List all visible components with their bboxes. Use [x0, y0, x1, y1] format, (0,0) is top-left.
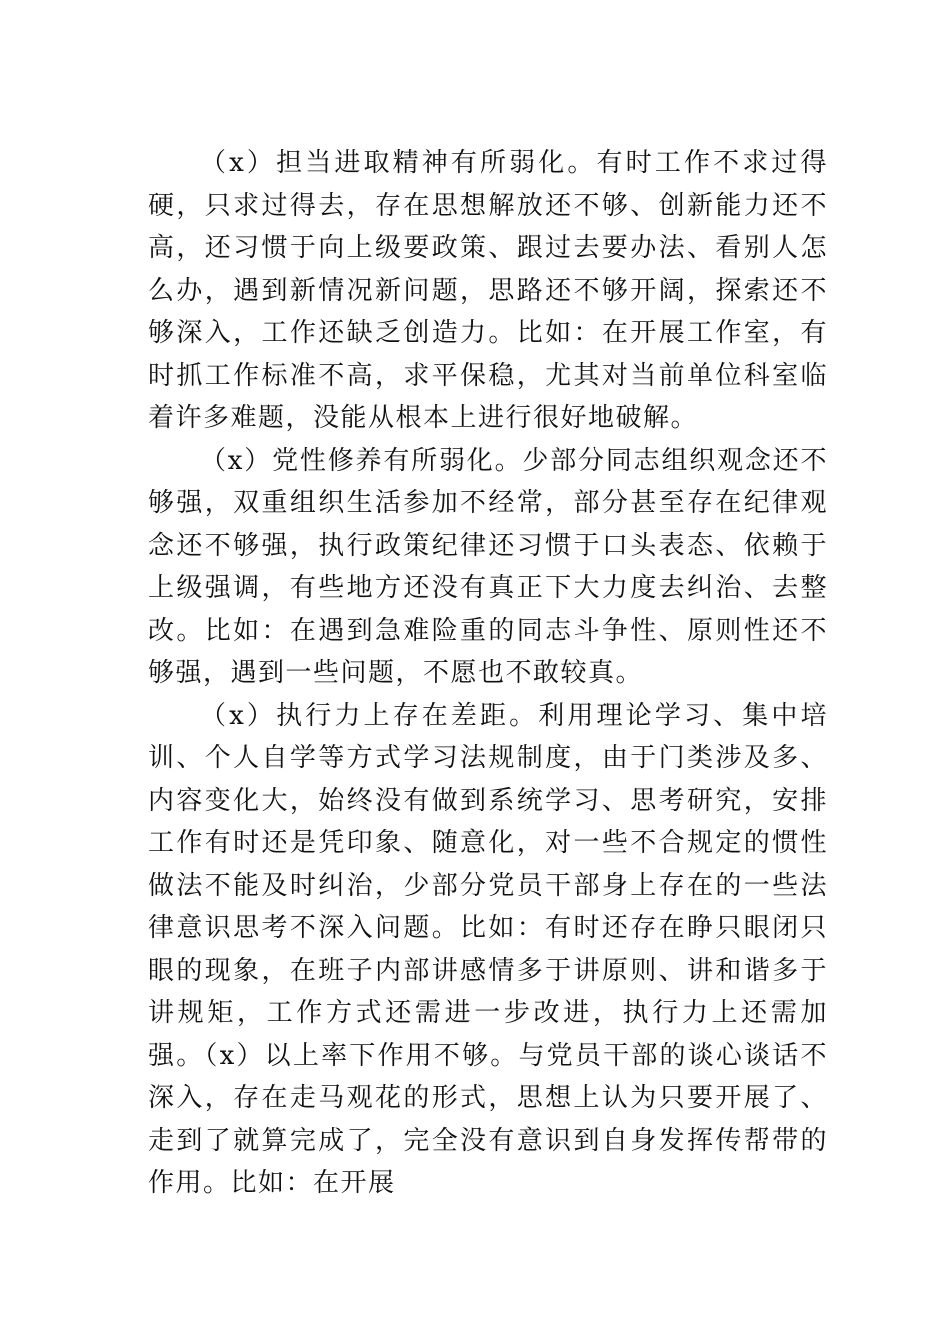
paragraph-execution: （x）执行力上存在差距。利用理论学习、集中培训、个人自学等方式学习法规制度，由于门类涉及多、内容变化大，始终没有做到系统学习、思考研究，安排工作有时还是凭印象、随意化，对一些不合规定的惯性做法不能及时纠治，少部分党员干部身上存在的一些法律意识思考不深入问题。比如：有时还存在睁只眼闭只眼的现象，在班子内部讲感情多于讲原则、讲和谐多于讲规矩，工作方式还需进一步改进，执行力上还需加强。（x）以上率下作用不够。与党员干部的谈心谈话不深入，存在走马观花的形式，思想上认为只要开展了、走到了就算完成了，完全没有意识到自身发挥传帮带的作用。比如：在开展: [148, 700, 828, 1198]
document-body: [148, 142, 828, 1205]
paragraph-responsibility: （x）担当进取精神有所弱化。有时工作不求过得硬，只求过得去，存在思想解放还不够、创新能力还不高，还习惯于向上级要政策、跟过去要办法、看别人怎么办，遇到新情况新问题，思路还不够开阔，探索还不够深入，工作还缺乏创造力。比如：在开展工作室，有时抓工作标准不高，求平保稳，尤其对当前单位科室临着许多难题，没能从根本上进行很好地破解。: [148, 148, 828, 433]
paragraph-party-spirit: （x）党性修养有所弱化。少部分同志组织观念还不够强，双重组织生活参加不经常，部分甚至存在纪律观念还不够强，执行政策纪律还习惯于口头表态、依赖于上级强调，有些地方还没有真正下大力度去纠治、去整改。比如：在遇到急难险重的同志斗争性、原则性还不够强，遇到一些问题，不愿也不敢较真。: [148, 445, 828, 688]
